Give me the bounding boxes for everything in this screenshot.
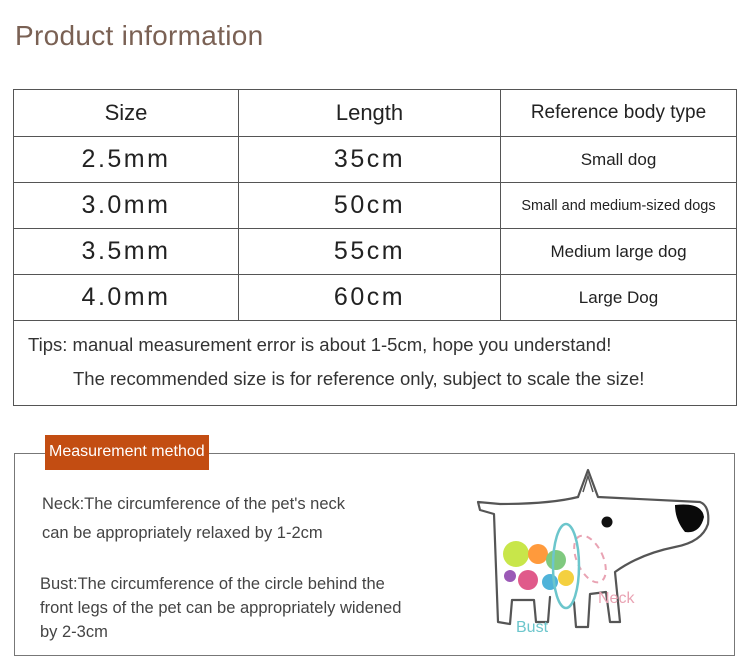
body-type-cell: Medium large dog xyxy=(501,229,737,275)
body-type-cell: Small dog xyxy=(501,137,737,183)
neck-measure-ring xyxy=(568,531,613,587)
size-table xyxy=(13,89,737,406)
size-cell: 3.0mm xyxy=(14,183,239,229)
neck-line: Neck:The circumference of the pet's neck xyxy=(42,495,346,513)
tip-line: The recommended size is for reference only, subject to scale the size! xyxy=(73,368,645,389)
diagram-bust-label: Bust xyxy=(516,619,549,636)
bust-line: by 2-3cm xyxy=(40,623,108,641)
neck-instructions xyxy=(42,490,345,548)
tip-line: Tips: manual measurement error is about 1-5cm, hope you understand! xyxy=(28,334,612,355)
tips-row xyxy=(14,321,737,406)
column-header-size: Size xyxy=(14,90,239,137)
size-cell: 2.5mm xyxy=(14,137,239,183)
body-type-cell: Large Dog xyxy=(501,275,737,321)
bust-line: front legs of the pet can be appropriately widened xyxy=(40,599,402,617)
neck-line: can be appropriately relaxed by 1-2cm xyxy=(42,524,323,542)
body-type-cell: Small and medium-sized dogs xyxy=(501,183,737,229)
table-row xyxy=(14,229,737,275)
length-cell: 50cm xyxy=(239,183,501,229)
table-row xyxy=(14,275,737,321)
size-cell: 4.0mm xyxy=(14,275,239,321)
diagram-neck-label: Neck xyxy=(598,590,635,607)
measurement-method-label: Measurement method xyxy=(45,435,209,470)
size-cell: 3.5mm xyxy=(14,229,239,275)
bust-instructions xyxy=(40,572,401,644)
bust-line: Bust:The circumference of the circle behind the xyxy=(40,575,385,593)
table-header-row xyxy=(14,90,737,137)
length-cell: 55cm xyxy=(239,229,501,275)
table-row xyxy=(14,183,737,229)
length-cell: 35cm xyxy=(239,137,501,183)
nose-icon xyxy=(675,505,704,533)
dog-measurement-illustration xyxy=(470,462,730,642)
page-title: Product information xyxy=(15,20,264,51)
length-cell: 60cm xyxy=(239,275,501,321)
column-header-body-type: Reference body type xyxy=(501,90,737,137)
table-row xyxy=(14,137,737,183)
column-header-length: Length xyxy=(239,90,501,137)
eye-icon xyxy=(602,517,613,528)
tips-cell xyxy=(14,321,737,406)
